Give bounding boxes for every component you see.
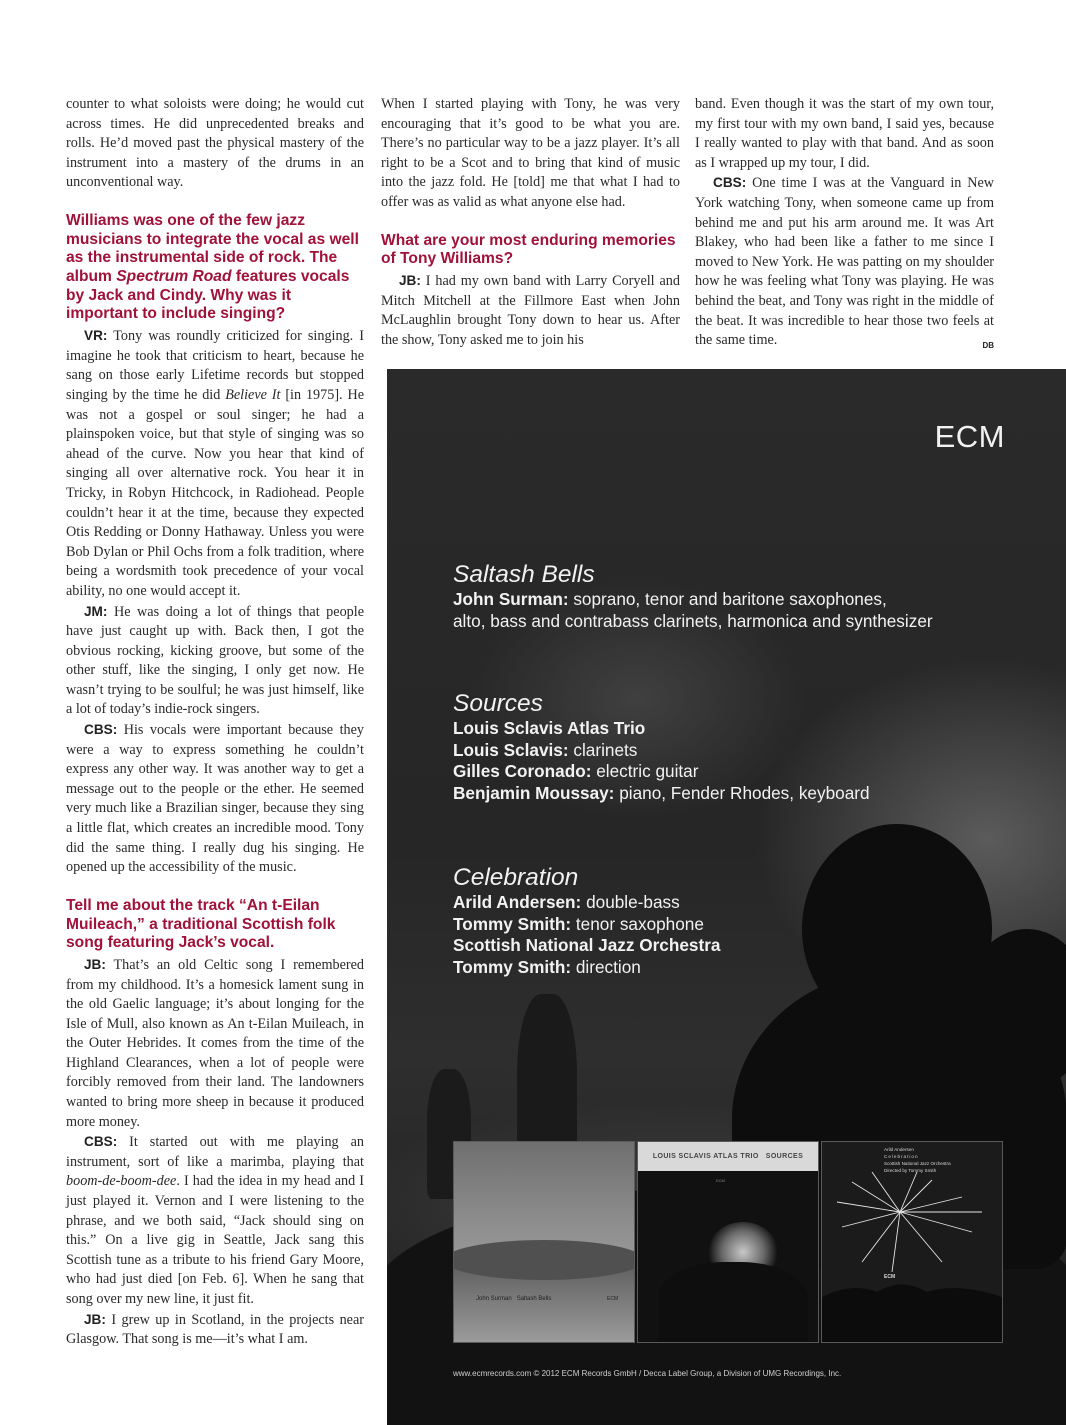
answer-paragraph: JB: That’s an old Celtic song I remembered from my childhood. It’s a homesick lament sung in the old Gaelic language; it’s about longing for the Isle of Mull, also known as An t-Eilan Muileach, in the Outer Hebrides. It comes from the time of the Highland Clearances, when a lot of people were forcibly removed from their land. The landowners wanted to bring more sheep in because it produced more money. (66, 956, 364, 1130)
end-mark: DB (982, 341, 994, 351)
interview-question: Williams was one of the few jazz musicians to integrate the vocal as well as the instrumental side of rock. The album Spectrum Road features vocals by Jack and Cindy. Why was it important to include singing? (66, 211, 359, 323)
answer-paragraph: CBS: One time I was at the Vanguard in New York watching Tony, when someone came up from behind me and put his arm around me. It was Art Blakey, who had been like a father to me since I moved to New York. He was patting on my shoulder how he was feeling what Tony was playing. He was behind the beat, and Tony was right in the middle of the beat. It was incredible to hear those two feels at the same time. DB (695, 173, 994, 350)
album-credits-saltash-bells: Saltash Bells John Surman: soprano, tenor and baritone saxophones, alto, bass and contrabass clarinets, harmonica and synthesizer (453, 561, 933, 631)
cover-label: ECM (716, 1178, 725, 1183)
ecm-logo: ECM (934, 419, 1005, 454)
answer-paragraph: JB: I grew up in Scotland, in the projects near Glasgow. That song is me—it’s what I am. (66, 1311, 364, 1348)
interview-question: What are your most enduring memories of Tony Williams? (381, 231, 676, 268)
answer-paragraph: CBS: It started out with me playing an instrument, sort of like a marimba, playing that boom-de-boom-dee. I had the idea in my head and I just played it. Vernon and I were listening to the phrase, and we both said, “Jack should sing on this.” On a live gig in Seattle, Jack sang this Scottish tune as a tribute to his friend Gary Moore, who had just died [on Feb. 6]. When he sang that song over my new line, it just fit. (66, 1134, 364, 1308)
album-title: Sources (453, 690, 543, 717)
cover-figures (658, 1262, 808, 1342)
speaker-label: CBS: (84, 722, 118, 738)
cover-text: John Surman Saltash Bells (476, 1296, 552, 1302)
album-credits-sources: Sources Louis Sclavis Atlas Trio Louis Sclavis: clarinets Gilles Coronado: electric guitar Benjamin Moussay: piano, Fender Rhodes, keyboard (453, 690, 870, 803)
article-column-2 (381, 95, 680, 350)
speaker-label: JB: (84, 1311, 106, 1327)
cover-label: ECM (884, 1274, 896, 1280)
ad-footer-copyright: www.ecmrecords.com © 2012 ECM Records GmbH / Decca Label Group, a Division of UMG Recordings, Inc. (453, 1369, 842, 1378)
answer-paragraph: VR: Tony was roundly criticized for singing. I imagine he took that criticism to heart, because he sang on those early Lifetime records but stopped singing by the time he did Believe It [in 1975]. He was not a gospel or soul singer; he had a plainspoken voice, but that style of singing was so ahead of the curve. Now you hear that kind of singing all over alternative rock. You hear it in Tricky, in Robyn Hitchcock, in Radiohead. People couldn’t hear it at the time, because they expected Otis Redding or Donny Hathaway. Unless you were Bob Dylan or Phil Ochs from a folk tradition, where being a wordsmith took precedence of your vocal ability, no one would accept it. (66, 328, 364, 599)
fireworks-graphic (822, 1142, 1002, 1342)
cover-label: ECM (607, 1296, 619, 1302)
ecm-advertisement (387, 369, 1066, 1425)
speaker-label: JM: (84, 603, 108, 619)
album-credits-celebration: Celebration Arild Andersen: double-bass Tommy Smith: tenor saxophone Scottish National Jazz Orchestra Tommy Smith: direction (453, 864, 721, 977)
speaker-label: JB: (84, 956, 106, 972)
interview-question: Tell me about the track “An t-Eilan Muileach,” a traditional Scottish folk song featuring Jack’s vocal. (66, 896, 336, 952)
article-column-3 (695, 95, 994, 356)
album-cover-saltash-bells[interactable] (453, 1141, 635, 1343)
answer-paragraph: JM: He was doing a lot of things that people have just caught up with. Back then, I got the obvious rocking, kicking groove, but some of the other stuff, like the singing, I only get now. He wasn’t trying to be soulful; he was just himself, like a lot of today’s indie-rock singers. (66, 603, 364, 718)
cover-text: Arild Andersen Celebration Scottish National Jazz Orchestra Directed by Tommy Smith (884, 1147, 951, 1173)
answer-paragraph: CBS: His vocals were important because they were a way to express something he couldn’t express any other way. It was another way to get a message out to the people or the ether. He seemed very much like a Brazilian singer, because they sing a little flat, which creates an incredible mood. Tony did the same thing. I really dug his singing. He opened up the accessibility of the music. (66, 722, 364, 876)
speaker-label: CBS: (713, 175, 747, 191)
speaker-label: VR: (84, 328, 108, 344)
paragraph: counter to what soloists were doing; he would cut across times. He did unprecedented breaks and rolls. He’d moved past the physical mastery of the instrument into a mastery of the drums in an unconventional way. (66, 96, 364, 191)
speaker-label: CBS: (84, 1134, 118, 1150)
cover-header: LOUIS SCLAVIS ATLAS TRIO SOURCES (638, 1142, 818, 1171)
speaker-label: JB: (399, 272, 421, 288)
cover-hill (453, 1240, 635, 1280)
paragraph: When I started playing with Tony, he was very encouraging that it’s good to be what you are. There’s no particular way to be a jazz player. It’s all right to be a Scot and to bring that kind of music into the jazz fold. He [told] me that what I had to offer was as valid as what anyone else had. (381, 96, 680, 210)
album-title: Celebration (453, 864, 579, 891)
answer-paragraph: JB: I had my own band with Larry Coryell and Mitch Mitchell at the Fillmore East when John McLaughlin brought Tony down to hear us. After the show, Tony asked me to join his (381, 272, 680, 348)
article-column-1 (66, 95, 364, 1350)
paragraph: band. Even though it was the start of my own tour, my first tour with my own band, I said yes, because I really wanted to play with that band. And as soon as I wrapped up my tour, I did. (695, 96, 994, 171)
album-title: Saltash Bells (453, 561, 595, 588)
album-cover-celebration[interactable] (821, 1141, 1003, 1343)
album-cover-sources[interactable] (637, 1141, 819, 1343)
